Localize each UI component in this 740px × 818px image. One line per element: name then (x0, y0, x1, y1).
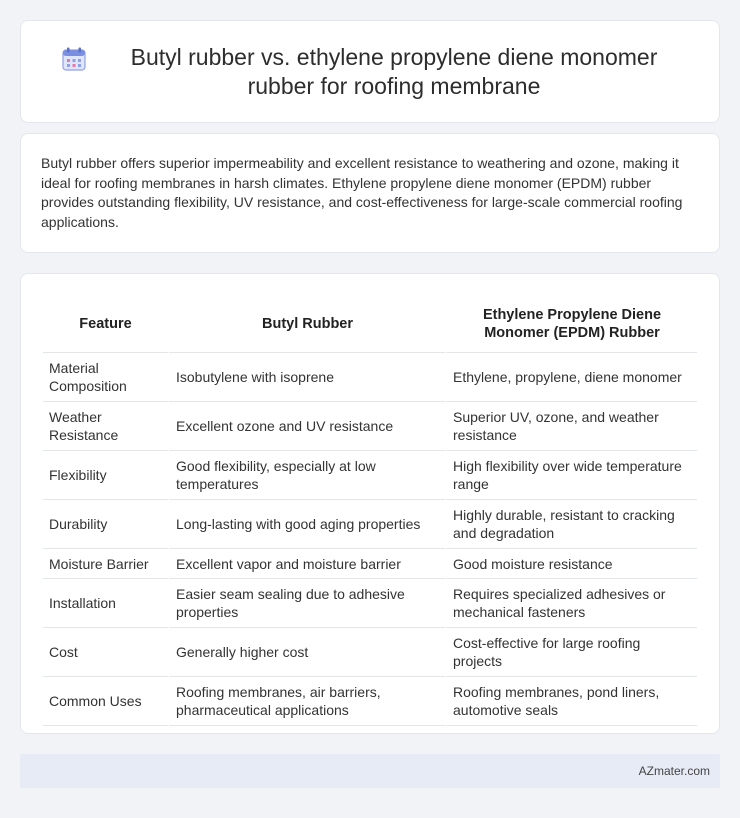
table-header-row (43, 290, 697, 353)
table-row (43, 677, 697, 726)
epdm-cell: High flexibility over wide temperature range (445, 451, 697, 500)
feature-cell: Weather Resistance (43, 402, 168, 451)
table-row (43, 353, 697, 402)
table-row (43, 628, 697, 677)
table-row (43, 402, 697, 451)
epdm-cell: Highly durable, resistant to cracking and degradation (445, 500, 697, 549)
feature-cell: Material Composition (43, 353, 168, 402)
header-epdm: Ethylene Propylene Diene Monomer (EPDM) Rubber (445, 290, 697, 353)
page-title: Butyl rubber vs. ethylene propylene diene monomer rubber for roofing membrane (130, 43, 658, 99)
butyl-cell: Excellent ozone and UV resistance (168, 402, 445, 451)
footer-bar (20, 754, 720, 788)
table-row (43, 579, 697, 628)
feature-cell: Installation (43, 579, 168, 628)
table-row (43, 500, 697, 549)
feature-cell: Cost (43, 628, 168, 677)
header-feature: Feature (43, 290, 168, 353)
butyl-cell: Long-lasting with good aging properties (168, 500, 445, 549)
title-card (20, 20, 720, 123)
epdm-cell: Cost-effective for large roofing projects (445, 628, 697, 677)
feature-cell: Durability (43, 500, 168, 549)
butyl-cell: Isobutylene with isoprene (168, 353, 445, 402)
intro-paragraph: Butyl rubber offers superior impermeability and excellent resistance to weathering and ozone, making it ideal for roofing membranes in harsh climates. Ethylene propylene diene monomer (EPDM) rubber provides outstanding flexibility, UV resistance, and cost-effectiveness for large-scale commercial roofing applications. (41, 155, 683, 230)
butyl-cell: Generally higher cost (168, 628, 445, 677)
comparison-table (43, 290, 697, 726)
butyl-cell: Easier seam sealing due to adhesive properties (168, 579, 445, 628)
header-butyl: Butyl Rubber (168, 290, 445, 353)
feature-cell: Flexibility (43, 451, 168, 500)
feature-cell: Moisture Barrier (43, 549, 168, 579)
footer-site-link[interactable]: AZmater.com (638, 764, 710, 778)
calendar-icon (61, 46, 87, 72)
butyl-cell: Good flexibility, especially at low temperatures (168, 451, 445, 500)
table-row (43, 549, 697, 579)
feature-cell: Common Uses (43, 677, 168, 726)
epdm-cell: Good moisture resistance (445, 549, 697, 579)
epdm-cell: Ethylene, propylene, diene monomer (445, 353, 697, 402)
epdm-cell: Superior UV, ozone, and weather resistance (445, 402, 697, 451)
butyl-cell: Roofing membranes, air barriers, pharmaceutical applications (168, 677, 445, 726)
epdm-cell: Roofing membranes, pond liners, automotive seals (445, 677, 697, 726)
butyl-cell: Excellent vapor and moisture barrier (168, 549, 445, 579)
intro-card (20, 133, 720, 253)
comparison-card (20, 273, 720, 734)
table-row (43, 451, 697, 500)
epdm-cell: Requires specialized adhesives or mechanical fasteners (445, 579, 697, 628)
title-wrap (61, 43, 679, 101)
